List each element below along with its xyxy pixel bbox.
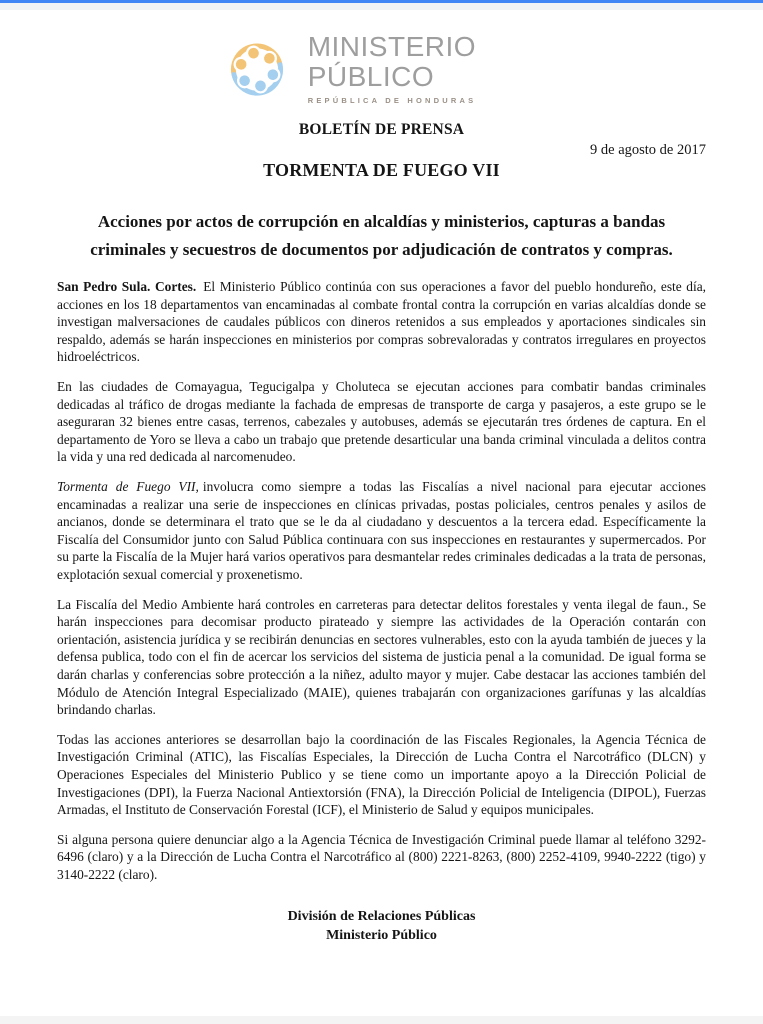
body-text <box>57 278 706 883</box>
paragraph-6-text: Si alguna persona quiere denunciar algo a la Agencia Técnica de Investigación Criminal puede llamar al teléfono 3292-6496 (claro) y a la Dirección de Lucha Contra el Narcotráfico al (800) 2221-8263, (800) 2252-4109, 9940-2222 (tigo) y 3140-2222 (claro). <box>57 831 706 882</box>
paragraph-2 <box>57 378 706 466</box>
paragraph-1-dateline: San Pedro Sula. Cortes. <box>57 279 197 295</box>
paragraph-5-text: Todas las acciones anteriores se desarrollan bajo la coordinación de las Fiscales Regionales, la Agencia Técnica de Investigación Criminal (ATIC), las Fiscalías Especiales, la Dirección de Lucha Contra el Narcotráfico (DLCN) y Operaciones Especiales del Ministerio Publico y se tiene como un importante apoyo a la Dirección Policial de Investigaciones (DPI), la Fuerza Nacional Antiextorsión (FNA), la Dirección Policial de Inteligencia (DIPOL), Fuerzas Armadas, el Instituto de Conservación Forestal (ICF), el Ministerio de Salud y equipos municipales. <box>57 731 706 818</box>
paragraph-4-text: La Fiscalía del Medio Ambiente hará controles en carreteras para detectar delitos forestales y venta ilegal de faun., Se harán inspecciones para decomisar producto pirateado y siempre las actividades de la Operación contarán con orientación, asistencia jurídica y se recibirán denuncias en sectores vulnerables, esto con la ayuda también de jueces y la defensa publica, todo con el fin de acercar los servicios del sistema de justicia penal a la comunidad. De igual forma se darán charlas y conferencias sobre protección a la niñez, adulto mayor y mujer. Cabe destacar las acciones también del Módulo de Atención Integral Especializado (MAIE), quienes trabajarán con organizaciones garífunas y las alcaldías brindando charlas. <box>57 596 706 718</box>
signature-division: División de Relaciones Públicas <box>287 909 476 925</box>
bottom-band <box>0 1016 763 1024</box>
logo-wordmark <box>308 32 477 105</box>
bulletin-label: BOLETÍN DE PRENSA <box>298 121 465 138</box>
paragraph-6 <box>57 831 706 884</box>
date-line: 9 de agosto de 2017 <box>590 142 706 158</box>
paragraph-5 <box>57 731 706 819</box>
ministerio-publico-logo <box>23 30 672 106</box>
paragraph-3-operation-name: Tormenta de Fuego VII, <box>57 479 199 494</box>
signature-block <box>57 907 706 945</box>
operation-title: TORMENTA DE FUEGO VII <box>263 160 500 180</box>
signature-institution: Ministerio Público <box>326 928 437 944</box>
top-band <box>0 3 763 10</box>
logo-title-line2: PÚBLICO <box>307 60 435 92</box>
paragraph-1 <box>57 278 706 366</box>
paragraph-3 <box>57 478 706 584</box>
headline: Acciones por actos de corrupción en alcaldías y ministerios, capturas a bandas criminales y secuestros de documentos por adjudicación de contratos y compras. <box>90 212 673 259</box>
paragraph-3-text: involucra como siempre a todas las Fiscalías a nivel nacional para ejecutar acciones encaminadas a realizar una serie de inspecciones en clínicas privadas, postas policiales, centros penales y asilos de ancianos, donde se determinara el trato que se le da al ciudadano y descuentos a la tercera edad. Específicamente la Fiscalía del Consumidor junto con Salud Pública continuara con sus inspecciones en restaurantes y supermercados. Por su parte la Fiscalía de la Mujer hará varios operativos para desmantelar redes criminales dedicadas a la trata de personas, explotación sexual comercial y proxenetismo. <box>57 479 707 582</box>
people-ring-icon <box>219 30 295 106</box>
paragraph-1-text: El Ministerio Público continúa con sus operaciones a favor del pueblo hondureño, este día, acciones en los 18 departamentos van encaminadas al combate frontal contra la corrupción en varias alcaldías donde se investigan malversaciones de caudales públicos con dineros retenidos a sus empleados y aportaciones sindicales sin respaldo, además se harán inspecciones en ministerios por compras sobrevaloradas y contratos irregulares en proyectos hidroeléctricos. <box>57 279 707 365</box>
logo-title-line1: MINISTERIO <box>307 30 477 62</box>
logo-subtitle: REPÚBLICA DE HONDURAS <box>307 95 477 105</box>
paragraph-2-text: En las ciudades de Comayagua, Tegucigalpa y Choluteca se ejecutan acciones para combatir bandas criminales dedicadas al tráfico de drogas mediante la fachada de empresas de transporte de carga y pasajeros, a este grupo se le aseguraran 32 bienes entre casas, terrenos, cabezales y autobuses, además se ejecutarán tres órdenes de captura. En el departamento de Yoro se lleva a cabo un trabajo que pretende desarticular una banda criminal vinculada a delitos contra la vida y una red dedicada al narcomenudeo. <box>57 379 706 465</box>
paragraph-4 <box>57 596 706 719</box>
